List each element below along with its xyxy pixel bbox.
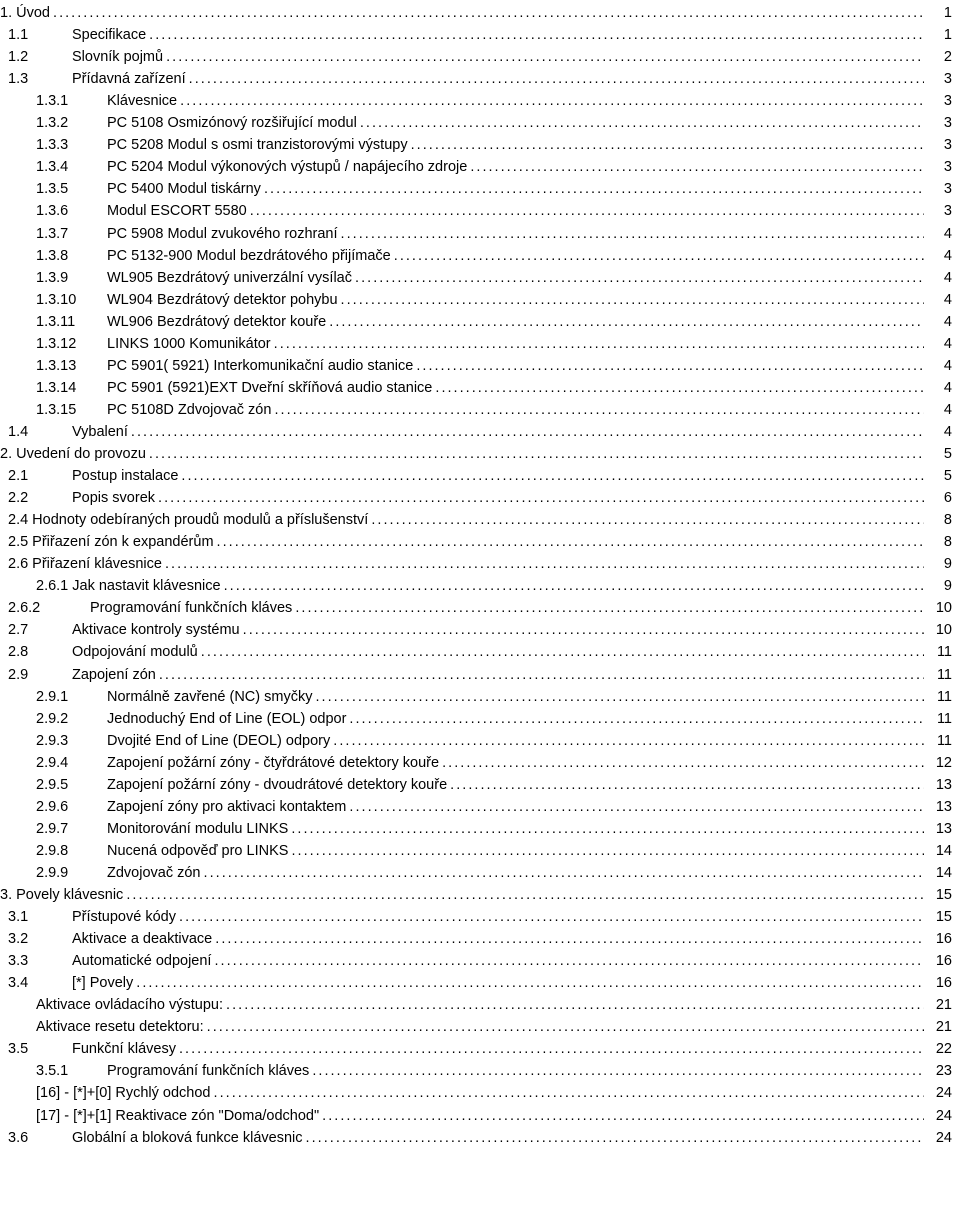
toc-section-number: 2.6.2 xyxy=(8,600,41,617)
toc-section-number: 2.9.9 xyxy=(36,864,69,881)
toc-title: 2.6 Přiřazení klávesnice . . . xyxy=(8,553,924,575)
toc-section-number: 1.4 xyxy=(8,423,29,440)
toc-entry[interactable] xyxy=(0,906,960,928)
toc-section-number: 3.4 xyxy=(8,975,29,992)
toc-entry[interactable] xyxy=(0,531,960,553)
toc-section-number: 1.3.9 xyxy=(36,269,69,286)
toc-page-number: 5 xyxy=(943,446,952,462)
toc-page-number: 16 xyxy=(935,953,952,970)
toc-title: Postup instalace . . . xyxy=(72,465,924,487)
toc-entry[interactable] xyxy=(0,1127,960,1149)
toc-title: PC 5132-900 Modul bezdrátového přijímače . . . xyxy=(107,245,924,267)
toc-section-number: 3.5.1 xyxy=(36,1063,69,1080)
toc-page-number: 3 xyxy=(943,159,952,176)
toc-page-number: 6 xyxy=(943,490,952,507)
toc-page-number: 12 xyxy=(935,754,952,771)
toc-title: 2.6.1 Jak nastavit klávesnice . . . xyxy=(36,575,924,597)
toc-title: WL905 Bezdrátový univerzální vysílač . . . xyxy=(107,267,924,289)
toc-entry[interactable] xyxy=(0,24,960,46)
toc-title: 1. Úvod . . . xyxy=(0,2,924,24)
toc-page-number: 4 xyxy=(943,269,952,286)
toc-section-number: 1.3.3 xyxy=(36,137,69,154)
toc-page-number: 4 xyxy=(943,401,952,418)
toc-entry[interactable] xyxy=(0,796,960,818)
toc-entry[interactable] xyxy=(0,730,960,752)
toc-title: 2. Uvedení do provozu . . . xyxy=(0,443,924,465)
toc-page-number: 15 xyxy=(935,887,952,903)
toc-entry[interactable] xyxy=(0,333,960,355)
toc-title: Dvojité End of Line (DEOL) odpory . . . xyxy=(107,730,924,752)
toc-page-number: 8 xyxy=(943,534,952,551)
toc-section-number: 2.9.5 xyxy=(36,776,69,793)
toc-entry[interactable] xyxy=(0,509,960,531)
toc-page-number: 15 xyxy=(935,909,952,926)
toc-page-number: 22 xyxy=(935,1041,952,1058)
toc-page-number: 4 xyxy=(943,247,952,264)
toc-entry[interactable] xyxy=(0,575,960,597)
toc-title: 2.5 Přiřazení zón k expandérům . . . xyxy=(8,531,924,553)
toc-entry[interactable] xyxy=(0,597,960,619)
toc-entry[interactable] xyxy=(0,1038,960,1060)
toc-section-number: 1.1 xyxy=(8,27,29,44)
toc-page-number: 3 xyxy=(943,181,952,198)
toc-page-number: 21 xyxy=(935,1019,952,1036)
toc-page-number: 16 xyxy=(935,931,952,948)
toc-entry[interactable] xyxy=(0,553,960,575)
toc-title: Normálně zavřené (NC) smyčky . . . xyxy=(107,686,924,708)
toc-page-number: 3 xyxy=(943,203,952,220)
toc-page-number: 3 xyxy=(943,93,952,110)
toc-entry[interactable] xyxy=(0,818,960,840)
toc-title: Zapojení požární zóny - dvoudrátové detektory kouře . . . xyxy=(107,774,924,796)
toc-page-number: 11 xyxy=(936,710,952,727)
toc-entry[interactable] xyxy=(0,465,960,487)
toc-page-number: 4 xyxy=(943,291,952,308)
toc-entry[interactable] xyxy=(0,1082,960,1104)
toc-entry[interactable] xyxy=(0,289,960,311)
toc-title: Globální a bloková funkce klávesnic . . . xyxy=(72,1127,924,1149)
toc-title: WL906 Bezdrátový detektor kouře . . . xyxy=(107,311,924,333)
toc-section-number: 2.9.3 xyxy=(36,732,69,749)
toc-title: Aktivace resetu detektoru: . . . xyxy=(36,1016,924,1038)
toc-section-number: 3.3 xyxy=(8,953,29,970)
toc-entry[interactable] xyxy=(0,619,960,641)
toc-page-number: 2 xyxy=(943,49,952,66)
toc-title: WL904 Bezdrátový detektor pohybu . . . xyxy=(107,289,924,311)
toc-title: PC 5204 Modul výkonových výstupů / napájecího zdroje . . . xyxy=(107,156,924,178)
toc-section-number: 1.3.4 xyxy=(36,159,69,176)
toc-title: Programování funkčních kláves . . . xyxy=(90,597,924,619)
toc-title: 3. Povely klávesnic . . . xyxy=(0,884,924,906)
toc-page-number: 24 xyxy=(935,1107,952,1124)
toc-entry[interactable] xyxy=(0,972,960,994)
toc-entry[interactable] xyxy=(0,68,960,90)
toc-title: PC 5108D Zdvojovač zón . . . xyxy=(107,399,924,421)
toc-page-number: 24 xyxy=(935,1129,952,1146)
toc-title: Zapojení zóny pro aktivaci kontaktem . . . xyxy=(107,796,924,818)
toc-entry[interactable] xyxy=(0,245,960,267)
toc-title: Popis svorek . . . xyxy=(72,487,924,509)
toc-title: Vybalení . . . xyxy=(72,421,924,443)
toc-title: LINKS 1000 Komunikátor . . . xyxy=(107,333,924,355)
toc-title: Funkční klávesy . . . xyxy=(72,1038,924,1060)
toc-section-number: 2.2 xyxy=(8,490,29,507)
toc-entry[interactable] xyxy=(0,134,960,156)
toc-section-number: 1.3.13 xyxy=(36,357,77,374)
toc-entry[interactable] xyxy=(0,443,960,465)
toc-title: Přídavná zařízení . . . xyxy=(72,68,924,90)
toc-title: Monitorování modulu LINKS . . . xyxy=(107,818,924,840)
toc-section-number: 1.3.1 xyxy=(36,93,69,110)
toc-title: Automatické odpojení . . . xyxy=(72,950,924,972)
toc-entry[interactable] xyxy=(0,112,960,134)
toc-section-number: 2.9.1 xyxy=(36,688,69,705)
toc-page-number: 13 xyxy=(935,820,952,837)
toc-section-number: 1.3.6 xyxy=(36,203,69,220)
toc-section-number: 2.9.7 xyxy=(36,820,69,837)
toc-entry[interactable] xyxy=(0,421,960,443)
toc-entry[interactable] xyxy=(0,950,960,972)
toc-section-number: 1.3.12 xyxy=(36,335,77,352)
toc-section-number: 1.3.2 xyxy=(36,115,69,132)
toc-entry[interactable] xyxy=(0,311,960,333)
toc-page-number: 9 xyxy=(943,578,952,595)
toc-section-number: 2.9.2 xyxy=(36,710,69,727)
toc-page-number: 8 xyxy=(943,512,952,529)
toc-title: PC 5208 Modul s osmi tranzistorovými výstupy . . . xyxy=(107,134,924,156)
toc-section-number: 1.3.10 xyxy=(36,291,77,308)
toc-section-number: 1.3.14 xyxy=(36,379,77,396)
toc-entry[interactable] xyxy=(0,862,960,884)
toc-page-number: 14 xyxy=(935,842,952,859)
toc-entry[interactable] xyxy=(0,377,960,399)
toc-entry[interactable] xyxy=(0,2,960,24)
toc-entry[interactable] xyxy=(0,200,960,222)
toc-page-number: 13 xyxy=(935,776,952,793)
toc-title: Zapojení zón . . . xyxy=(72,664,924,686)
toc-section-number: 2.1 xyxy=(8,468,29,485)
toc-section-number: 3.1 xyxy=(8,909,29,926)
toc-entry[interactable] xyxy=(0,1016,960,1038)
toc-title: Modul ESCORT 5580 . . . xyxy=(107,200,924,222)
toc-entry[interactable] xyxy=(0,884,960,906)
toc-page-number: 9 xyxy=(943,556,952,573)
toc-section-number: 1.3.8 xyxy=(36,247,69,264)
toc-title: Nucená odpověď pro LINKS . . . xyxy=(107,840,924,862)
toc-entry[interactable] xyxy=(0,487,960,509)
toc-page-number: 4 xyxy=(943,379,952,396)
toc-title: PC 5400 Modul tiskárny . . . xyxy=(107,178,924,200)
toc-entry[interactable] xyxy=(0,840,960,862)
toc-title: Klávesnice . . . xyxy=(107,90,924,112)
toc-section-number: 3.2 xyxy=(8,931,29,948)
toc-entry[interactable] xyxy=(0,90,960,112)
toc-title: PC 5901( 5921) Interkomunikační audio stanice . . . xyxy=(107,355,924,377)
toc-section-number: 1.3.11 xyxy=(36,313,76,330)
toc-entry[interactable] xyxy=(0,994,960,1016)
toc-title: Odpojování modulů . . . xyxy=(72,641,924,663)
toc-entry[interactable] xyxy=(0,1105,960,1127)
toc-section-number: 2.9 xyxy=(8,666,29,683)
toc-page-number: 5 xyxy=(943,468,952,485)
toc-page-number: 3 xyxy=(943,137,952,154)
toc-entry[interactable] xyxy=(0,46,960,68)
toc-page-number: 3 xyxy=(943,115,952,132)
toc-section-number: 2.9.8 xyxy=(36,842,69,859)
toc-entry[interactable] xyxy=(0,664,960,686)
toc-title: Specifikace . . . xyxy=(72,24,924,46)
toc-entry[interactable] xyxy=(0,774,960,796)
toc-entry[interactable] xyxy=(0,928,960,950)
toc-page-number: 21 xyxy=(935,997,952,1014)
toc-section-number: 3.5 xyxy=(8,1041,29,1058)
toc-title: PC 5908 Modul zvukového rozhraní . . . xyxy=(107,223,924,245)
toc-entry[interactable] xyxy=(0,156,960,178)
toc-title: Programování funkčních kláves . . . xyxy=(107,1060,924,1082)
toc-page-number: 4 xyxy=(943,357,952,374)
toc-title: PC 5108 Osmizónový rozšiřující modul . . . xyxy=(107,112,924,134)
toc-section-number: 2.7 xyxy=(8,622,29,639)
toc-entry[interactable] xyxy=(0,1060,960,1082)
toc-page-number: 10 xyxy=(935,600,952,617)
toc-title: Zdvojovač zón . . . xyxy=(107,862,924,884)
toc-section-number: 2.8 xyxy=(8,644,29,661)
toc-page-number: 11 xyxy=(936,732,952,749)
toc-page-number: 16 xyxy=(935,975,952,992)
toc-title: Aktivace kontroly systému . . . xyxy=(72,619,924,641)
toc-page-number: 11 xyxy=(936,666,952,683)
toc-section-number: 1.3.7 xyxy=(36,225,69,242)
toc-section-number: 1.3.5 xyxy=(36,181,69,198)
toc-title: PC 5901 (5921)EXT Dveřní skříňová audio stanice . . . xyxy=(107,377,924,399)
toc-page-number: 1 xyxy=(943,27,952,44)
toc-section-number: 2.9.4 xyxy=(36,754,69,771)
toc-title: [16] - [*]+[0] Rychlý odchod . . . xyxy=(36,1082,924,1104)
toc-title: Slovník pojmů . . . xyxy=(72,46,924,68)
toc-entry[interactable] xyxy=(0,708,960,730)
toc-page-number: 4 xyxy=(943,313,952,330)
toc-section-number: 3.6 xyxy=(8,1129,29,1146)
toc-title: Přístupové kódy . . . xyxy=(72,906,924,928)
toc-page-number: 23 xyxy=(935,1063,952,1080)
toc-entry[interactable] xyxy=(0,686,960,708)
toc-entry[interactable] xyxy=(0,752,960,774)
toc-entry[interactable] xyxy=(0,399,960,421)
toc-page-number: 4 xyxy=(943,225,952,242)
toc-page-number: 24 xyxy=(935,1085,952,1102)
toc-title: Aktivace ovládacího výstupu: . . . xyxy=(36,994,924,1016)
toc-section-number: 1.3 xyxy=(8,71,29,88)
toc-title: Zapojení požární zóny - čtyřdrátové detektory kouře . . . xyxy=(107,752,924,774)
toc-entry[interactable] xyxy=(0,178,960,200)
toc-page-number: 10 xyxy=(935,622,952,639)
toc-page-number: 4 xyxy=(943,423,952,440)
toc-section-number: 1.2 xyxy=(8,49,29,66)
toc-entry[interactable] xyxy=(0,267,960,289)
toc-title: Aktivace a deaktivace . . . xyxy=(72,928,924,950)
toc-page-number: 11 xyxy=(936,688,952,705)
toc-entry[interactable] xyxy=(0,223,960,245)
toc-page-number: 14 xyxy=(935,864,952,881)
toc-page-number: 13 xyxy=(935,798,952,815)
toc-title: [*] Povely . . . xyxy=(72,972,924,994)
toc-page-number: 3 xyxy=(943,71,952,88)
toc-entry[interactable] xyxy=(0,355,960,377)
toc-page-number: 11 xyxy=(936,644,952,661)
toc-page-number: 1 xyxy=(943,5,952,21)
toc-title: [17] - [*]+[1] Reaktivace zón "Doma/odchod" . . . xyxy=(36,1105,924,1127)
toc-page-number: 4 xyxy=(943,335,952,352)
toc-entry[interactable] xyxy=(0,641,960,663)
toc-section-number: 1.3.15 xyxy=(36,401,77,418)
toc-section-number: 2.9.6 xyxy=(36,798,69,815)
toc-title: 2.4 Hodnoty odebíraných proudů modulů a příslušenství . . . xyxy=(8,509,924,531)
toc-title: Jednoduchý End of Line (EOL) odpor . . . xyxy=(107,708,924,730)
